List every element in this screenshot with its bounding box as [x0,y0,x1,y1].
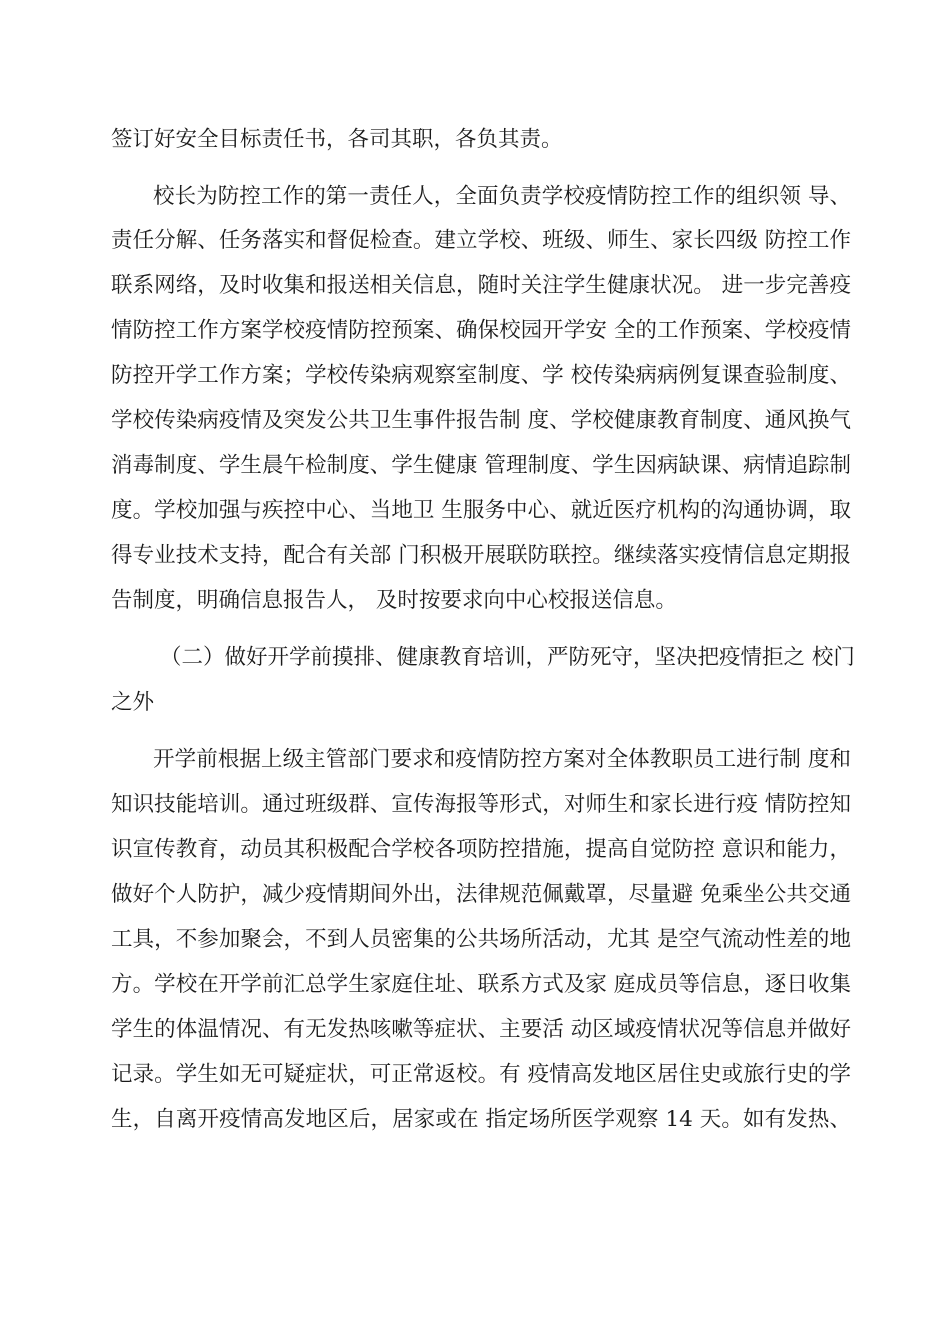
text-line: 消毒制度、学生晨午检制度、学生健康 管理制度、学生因病缺课、病情追踪制 [111,453,851,478]
text-line: 签订好安全目标责任书，各司其职，各负其责。 [111,127,563,152]
text-line: 校长为防控工作的第一责任人，全面负责学校疫情防控工作的组织领 导、 [153,184,851,209]
text-line: 度。学校加强与疾控中心、当地卫 生服务中心、就近医疗机构的沟通协调，取 [111,498,851,523]
text-line: 方。学校在开学前汇总学生家庭住址、联系方式及家 庭成员等信息，逐日收集 [111,972,851,997]
text-line: 学校传染病疫情及突发公共卫生事件报告制 度、学校健康教育制度、通风换气 [111,408,851,433]
text-line: 开学前根据上级主管部门要求和疫情防控方案对全体教职员工进行制 度和 [153,747,851,772]
text-line: 做好个人防护，减少疫情期间外出，法律规范佩戴罩，尽量避 免乘坐公共交通 [111,882,851,907]
text-line: 得专业技术支持，配合有关部 门积极开展联防联控。继续落实疫情信息定期报 [111,543,851,568]
text-line: 学生的体温情况、有无发热咳嗽等症状、主要活 动区域疫情状况等信息并做好 [111,1017,851,1042]
text-line: 防控开学工作方案；学校传染病观察室制度、学 校传染病病例复课查验制度、 [111,363,851,388]
text-line: 告制度，明确信息报告人， 及时按要求向中心校报送信息。 [111,588,677,613]
text-line: 责任分解、任务落实和督促检查。建立学校、班级、师生、家长四级 防控工作 [111,228,851,253]
text-line: 情防控工作方案学校疫情防控预案、确保校园开学安 全的工作预案、学校疫情 [111,318,851,343]
text-line: 工具，不参加聚会，不到人员密集的公共场所活动，尤其 是空气流动性差的地 [111,927,851,952]
text-line: 联系网络，及时收集和报送相关信息，随时关注学生健康状况。 进一步完善疫 [111,273,851,298]
text-line: 生，自离开疫情高发地区后，居家或在 指定场所医学观察 14 天。如有发热、 [111,1107,851,1132]
section-heading-line: （二）做好开学前摸排、健康教育培训，严防死守，坚决把疫情拒之 校门 [160,645,855,670]
text-line: 知识技能培训。通过班级群、宣传海报等形式，对师生和家长进行疫 情防控知 [111,792,851,817]
text-line: 识宣传教育，动员其积极配合学校各项防控措施，提高自觉防控 意识和能力， [111,837,851,862]
text-line: 记录。学生如无可疑症状，可正常返校。有 疫情高发地区居住史或旅行史的学 [111,1062,851,1087]
section-heading-line: 之外 [111,690,155,715]
